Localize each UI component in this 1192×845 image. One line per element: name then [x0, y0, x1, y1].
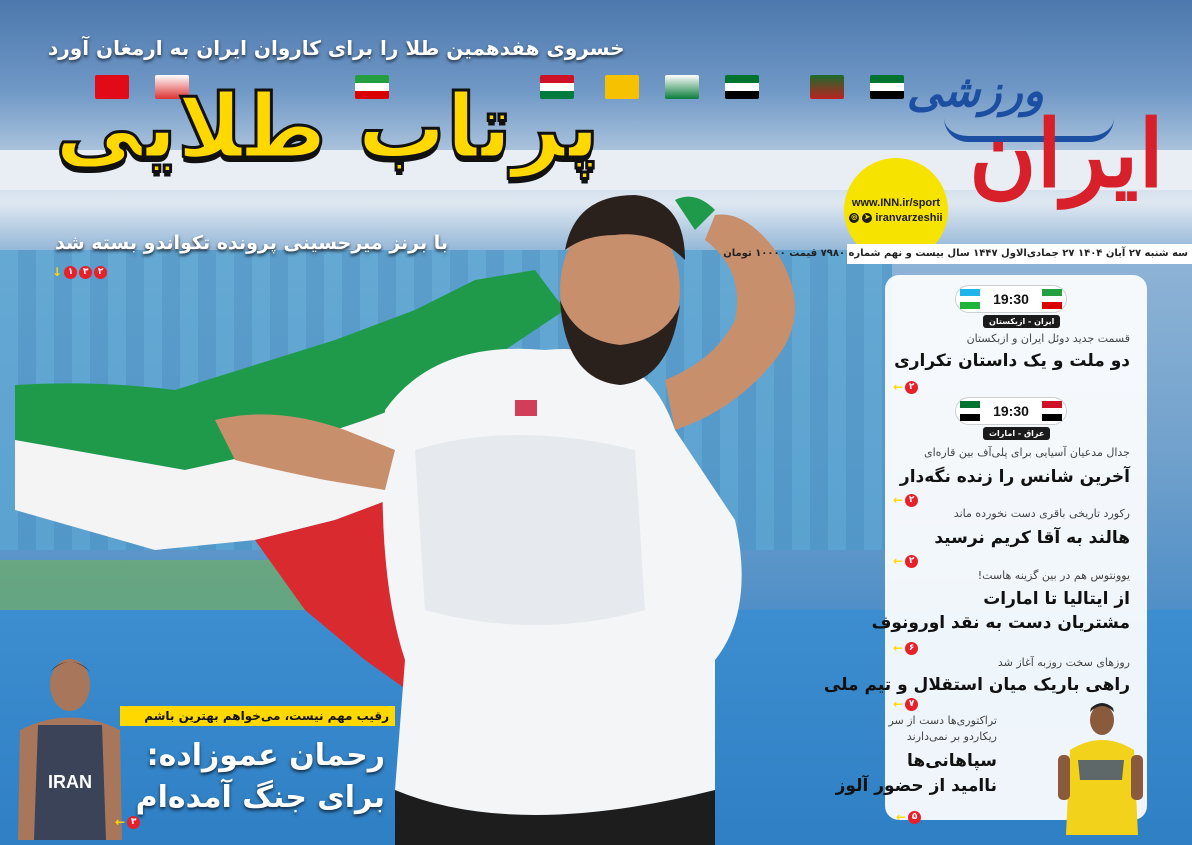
page-ref: ۲ — [905, 555, 918, 568]
story4-page-ref[interactable] — [893, 641, 918, 655]
page-ref: ۲ — [905, 494, 918, 507]
website-link[interactable]: www.INN.ir/sport — [851, 196, 941, 209]
arrow-left-icon: ← — [896, 810, 907, 824]
story6-page-ref[interactable] — [896, 810, 921, 824]
page-ref: ۲ — [905, 381, 918, 394]
page-ref: ۵ — [908, 811, 921, 824]
telegram-icon: ➤ — [862, 213, 872, 223]
page-ref: ۳ — [79, 266, 92, 279]
lead-kicker: خسروی هفدهمین طلا را برای کاروان ایران به ارمغان آورد — [48, 36, 625, 60]
wrestler-kicker: رقیب مهم نیست، می‌خواهم بهترین باشم — [120, 706, 395, 726]
match-tag-2: عراق - امارات — [983, 427, 1050, 440]
football-player-photo — [1058, 700, 1143, 835]
iran-flag-icon — [1042, 289, 1062, 309]
story1-title[interactable]: دو ملت و یک داستان تکراری — [894, 351, 1130, 371]
iraq-flag-icon — [1042, 401, 1062, 421]
lead-page-refs[interactable] — [52, 265, 107, 279]
arrow-left-icon: ← — [893, 554, 904, 568]
match-time: 19:30 — [993, 403, 1029, 419]
social-handle-text: iranvarzeshii — [875, 211, 943, 224]
uae-flag-icon — [960, 401, 980, 421]
story6-kicker-line2: ریکاردو بر نمی‌دارند — [906, 730, 997, 743]
logo-main: ایران — [968, 100, 1164, 208]
lead-headline[interactable]: پرتاب طلایی — [55, 75, 600, 178]
story2-title[interactable]: آخرین شانس را زنده نگه‌دار — [899, 467, 1130, 487]
wrestler-title[interactable] — [135, 735, 385, 819]
page-ref: ۶ — [905, 642, 918, 655]
logo-sub: ورزشی — [906, 66, 1044, 117]
arrow-left-icon: ← — [893, 493, 904, 507]
page-ref: ۲ — [94, 266, 107, 279]
instagram-icon: ◎ — [851, 213, 858, 221]
match-time: 19:30 — [993, 291, 1029, 307]
wrestler-page-ref[interactable] — [115, 815, 140, 829]
story6-kicker-line1: تراکتوری‌ها دست از سر — [888, 714, 997, 727]
masthead — [844, 30, 1174, 250]
page-ref: ۳ — [127, 816, 140, 829]
social-handle[interactable] — [849, 212, 942, 224]
lead-subhead: با برنز میرحسینی پرونده تکواندو بسته شد — [55, 232, 448, 254]
arrow-left-icon: ← — [893, 697, 904, 711]
page-ref: ۷ — [905, 698, 918, 711]
story1-page-ref[interactable] — [893, 380, 918, 394]
arrow-left-icon: ← — [893, 380, 904, 394]
uzbekistan-flag-icon — [960, 289, 980, 309]
wrestler-photo — [10, 650, 130, 840]
story6-title-line2[interactable]: ناامید از حضور آلوز — [835, 776, 997, 796]
story6-title-line1[interactable]: سپاهانی‌ها — [907, 751, 997, 771]
story2-kicker: جدال مدعیان آسیایی برای پلی‌آف بین قاره‌ای — [924, 446, 1130, 459]
arrow-down-icon: ↓ — [52, 265, 63, 279]
story4-title-line2[interactable]: مشتریان دست به نقد اورونوف — [871, 613, 1130, 633]
story5-title[interactable]: راهی باریک میان استقلال و تیم ملی — [823, 675, 1130, 695]
wrestler-title-line1: رحمان عموزاده: — [146, 738, 385, 773]
story1-kicker: قسمت جدید دوئل ایران و ازبکستان — [966, 332, 1130, 345]
story5-kicker: روزهای سخت روزبه آغاز شد — [997, 656, 1130, 669]
match-tag-1: ایران - ازبکستان — [983, 315, 1060, 328]
story3-page-ref[interactable] — [893, 554, 918, 568]
singlet-text: IRAN — [48, 772, 92, 792]
match-box-1[interactable] — [955, 285, 1067, 313]
story4-kicker: یوونتوس هم در بین گزینه هاست! — [977, 569, 1130, 582]
dateline: سه شنبه ۲۷ آبان ۱۴۰۴ ۲۷ جمادی‌الاول ۱۴۴۷ سال بیست و نهم شماره ۷۹۸۰ قیمت ۱۰۰۰۰ تومان — [847, 244, 1192, 264]
story5-page-ref[interactable] — [893, 697, 918, 711]
arrow-left-icon: ← — [893, 641, 904, 655]
story3-kicker: رکورد تاریخی باقری دست نخورده ماند — [953, 507, 1130, 520]
match-box-2[interactable] — [955, 397, 1067, 425]
wrestler-title-line2: برای جنگ آمده‌ام — [135, 780, 385, 815]
story3-title[interactable]: هالند به آقا کریم نرسید — [934, 528, 1130, 548]
arrow-left-icon: ← — [115, 815, 126, 829]
page-ref: ۱ — [64, 266, 77, 279]
story2-page-ref[interactable] — [893, 493, 918, 507]
story4-title-line1[interactable]: از ایتالیا تا امارات — [983, 589, 1130, 609]
